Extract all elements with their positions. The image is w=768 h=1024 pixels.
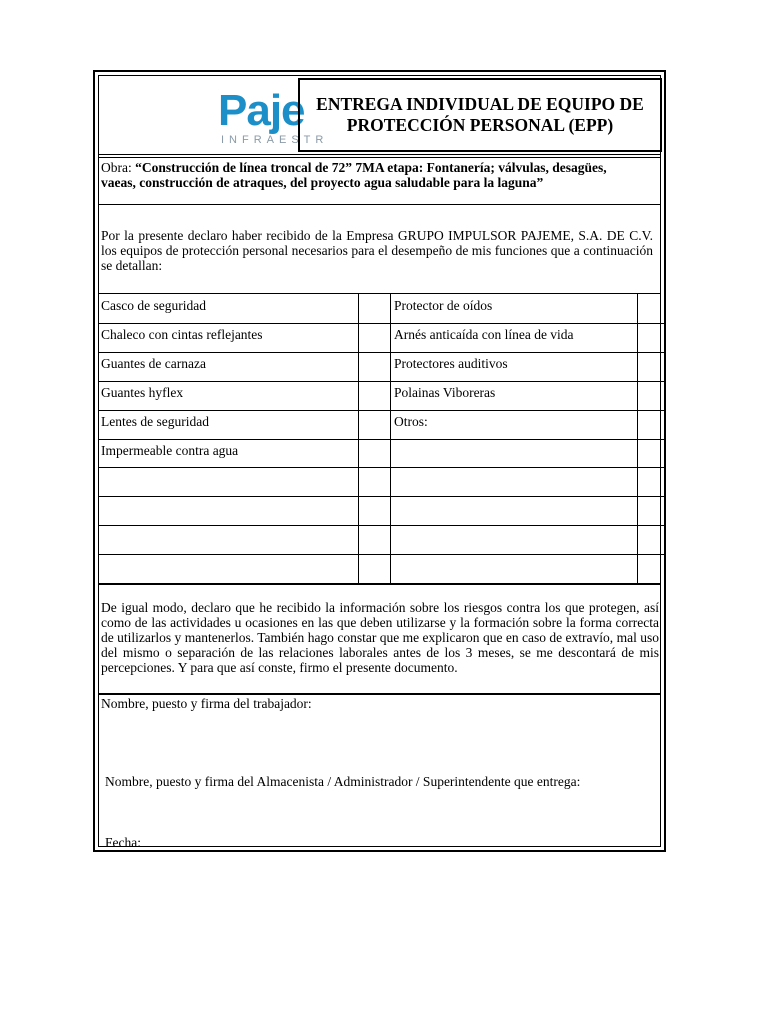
form-title-box xyxy=(298,78,662,152)
equipment-item-left: Casco de seguridad xyxy=(101,298,206,313)
equipment-item-left: Guantes de carnaza xyxy=(101,356,206,371)
equipment-item-left: Chaleco con cintas reflejantes xyxy=(101,327,263,342)
equipment-check-cell-left[interactable] xyxy=(359,352,390,381)
epp-form xyxy=(93,70,666,852)
logo-wordmark: Paje xyxy=(218,86,305,135)
equipment-check-cell-left[interactable] xyxy=(359,294,390,323)
equipment-check-cell-right[interactable] xyxy=(638,496,664,525)
warehouse-signature-label: Nombre, puesto y firma del Almacenista / Administrador / Superintendente que entrega: xyxy=(105,774,581,789)
divider xyxy=(99,583,660,585)
equipment-check-cell-right[interactable] xyxy=(638,467,664,496)
equipment-table xyxy=(99,294,664,583)
equipment-item-right: Polainas Viboreras xyxy=(394,385,496,400)
equipment-check-cell-right[interactable] xyxy=(638,352,664,381)
equipment-item-left: Impermeable contra agua xyxy=(101,443,239,458)
equipment-item-right: Arnés anticaída con línea de vida xyxy=(394,327,574,342)
equipment-check-cell-right[interactable] xyxy=(638,554,664,583)
form-title-line2: PROTECCIÓN PERSONAL (EPP) xyxy=(346,115,614,135)
obra-text: “Construcción de línea troncal de 72” 7MA etapa: Fontanería; válvulas, desagües, vaeas, construcción de atraques, del proyecto agua saludable para la laguna” xyxy=(101,160,607,190)
divider xyxy=(99,154,660,155)
equipment-check-cell-right[interactable] xyxy=(638,381,664,410)
form-title-line1: ENTREGA INDIVIDUAL DE EQUIPO DE xyxy=(316,94,644,114)
equipment-check-cell-left[interactable] xyxy=(359,525,390,554)
equipment-check-cell-left[interactable] xyxy=(359,410,390,439)
equipment-item-right: Protectores auditivos xyxy=(394,356,508,371)
equipment-check-cell-left[interactable] xyxy=(359,467,390,496)
equipment-check-cell-left[interactable] xyxy=(359,554,390,583)
divider xyxy=(99,693,660,695)
equipment-check-cell-left[interactable] xyxy=(359,496,390,525)
declaration-text: Por la presente declaro haber recibido de la Empresa GRUPO IMPULSOR PAJEME, S.A. DE C.V. los equipos de protección personal necesarios para el desempeño de mis funciones que a continuación se detallan: xyxy=(101,228,653,273)
equipment-check-cell-left[interactable] xyxy=(359,381,390,410)
equipment-item-right: Otros: xyxy=(394,414,428,429)
equipment-check-cell-right[interactable] xyxy=(638,294,664,323)
equipment-item-left: Guantes hyflex xyxy=(101,385,184,400)
company-logo xyxy=(104,76,329,152)
equipment-check-cell-right[interactable] xyxy=(638,525,664,554)
obra-label: Obra: xyxy=(101,160,132,175)
equipment-item-left: Lentes de seguridad xyxy=(101,414,209,429)
form-title xyxy=(316,94,644,136)
divider xyxy=(99,204,660,205)
obra-section xyxy=(101,160,641,190)
divider xyxy=(99,157,660,158)
info-paragraph: De igual modo, declaro que he recibido la información sobre los riesgos contra los que protegen, así como de las actividades u ocasiones en las que deben utilizarse y la formación sobre la forma correcta de utilizarlos y mantenerlos. También hago constar que me explicaron que en caso de extravío, mal uso del mismo o separación de las relaciones laborales antes de los 3 meses, se me descontará de mis percepciones. Y para que así conste, firmo el presente documento. xyxy=(101,600,659,675)
equipment-check-cell-right[interactable] xyxy=(638,410,664,439)
date-label: Fecha: xyxy=(105,835,141,850)
equipment-check-cell-left[interactable] xyxy=(359,323,390,352)
worker-signature-label: Nombre, puesto y firma del trabajador: xyxy=(101,696,312,711)
equipment-check-cell-right[interactable] xyxy=(638,439,664,468)
form-inner-border xyxy=(98,75,661,850)
logo-subtitle: INFRAESTR xyxy=(221,134,329,146)
equipment-check-cell-right[interactable] xyxy=(638,323,664,352)
equipment-item-right: Protector de oídos xyxy=(394,298,493,313)
equipment-check-cell-left[interactable] xyxy=(359,439,390,468)
